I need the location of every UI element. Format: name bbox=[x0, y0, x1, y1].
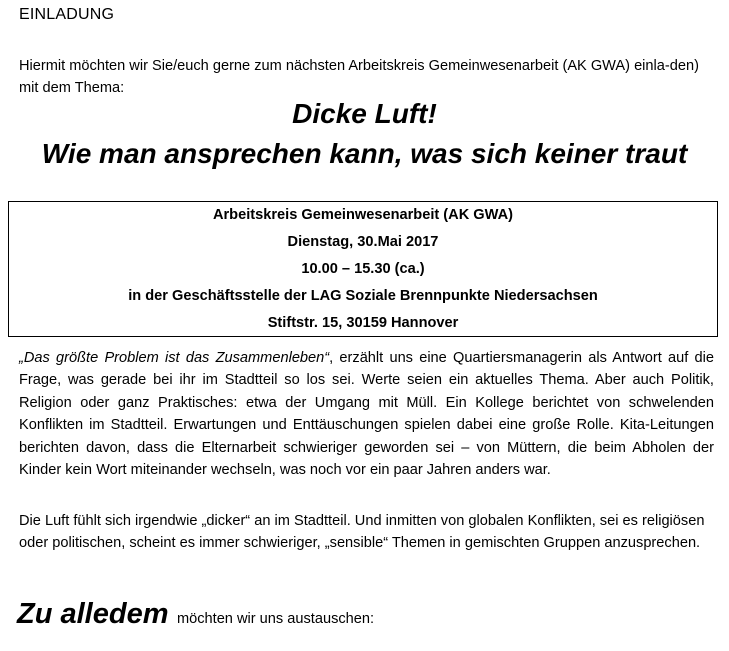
body-paragraph-2: Die Luft fühlt sich irgendwie „dicker“ an im Stadtteil. Und inmitten von globalen Konflikten, sei es religiösen oder politischen, scheint es immer schwieriger, „sensible“ Themen in gemischten Gruppen anzusprechen. bbox=[19, 513, 705, 552]
intro-text: Hiermit möchten wir Sie/euch gerne zum nächsten Arbeitskreis Gemeinwesenarbeit (AK GWA) einla-den) mit dem Thema: bbox=[19, 58, 699, 96]
event-time: 10.00 – 15.30 (ca.) bbox=[301, 261, 425, 277]
closing-text: möchten wir uns austauschen: bbox=[176, 611, 375, 627]
quote-text: „Das größte Problem ist das Zusammenleben“ bbox=[19, 350, 330, 366]
event-date: Dienstag, 30.Mai 2017 bbox=[287, 234, 439, 250]
event-venue: in der Geschäftsstelle der LAG Soziale Brennpunkte Niedersachsen bbox=[128, 288, 598, 304]
closing-line bbox=[17, 598, 374, 631]
document-heading: EINLADUNG bbox=[19, 6, 115, 23]
closing-emphasis: Zu alledem bbox=[17, 598, 169, 630]
event-organizer: Arbeitskreis Gemeinwesenarbeit (AK GWA) bbox=[212, 207, 514, 223]
title-line-1: Dicke Luft! bbox=[292, 98, 437, 129]
paragraph-1-text: , erzählt uns eine Quartiersmanagerin als Antwort auf die Frage, was gerade bei ihr im Stadtteil so los sei. Werte seien ein aktuelles Thema. Aber auch Politik, Religion oder ganz Praktisches: etwa der Umgang mit Müll. Ein Kollege berichtet von schwelenden Konflikten im Stadtteil. Erwartungen und Enttäuschungen spielen dabei eine große Rolle. Kita-Leitungen berichten davon, dass die Elternarbeit schwieriger geworden sei – von Müttern, die beim Abholen der Kinder kein Wort miteinander wechseln, was noch vor ein paar Jahren anders war. bbox=[19, 350, 714, 479]
body-paragraph-1 bbox=[19, 347, 714, 481]
event-address: Stiftstr. 15, 30159 Hannover bbox=[267, 315, 459, 331]
title-line-2: Wie man ansprechen kann, was sich keiner traut bbox=[41, 138, 688, 169]
event-info-box bbox=[8, 201, 718, 337]
